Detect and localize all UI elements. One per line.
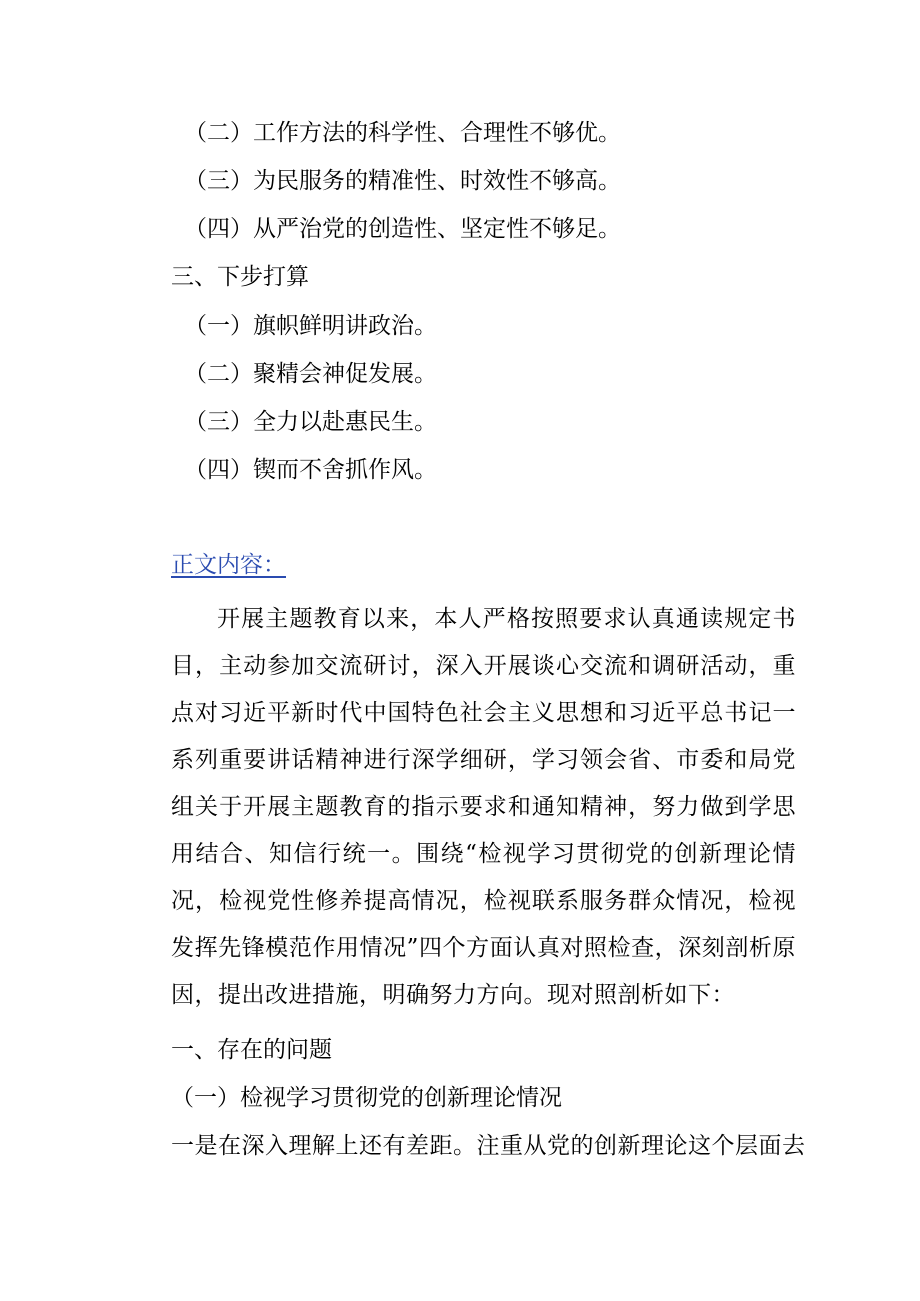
- intro-paragraph: 开展主题教育以来，本人严格按照要求认真通读规定书目，主动参加交流研讨，深入开展谈心交流和调研活动，重点对习近平新时代中国特色社会主义思想和习近平总书记一系列重要讲话精神进行深学细研，学习领会省、市委和局党组关于开展主题教育的指示要求和通知精神，努力做到学思用结合、知信行统一。围绕“检视学习贯彻党的创新理论情况，检视党性修养提高情况，检视联系服务群众情况，检视发挥先锋模范作用情况”四个方面认真对照检查，深刻剖析原因，提出改进措施，明确努力方向。现对照剖析如下：: [171, 606, 796, 1008]
- body-content-link[interactable]: 正文内容：: [171, 552, 286, 578]
- subheading-theory-study: （一）检视学习贯彻党的创新理论情况: [171, 1085, 562, 1111]
- plan-item-2: （二）聚精会神促发展。: [184, 361, 437, 387]
- section-heading-next-steps: 三、下步打算: [171, 264, 309, 290]
- plan-item-1: （一）旗帜鲜明讲政治。: [184, 313, 437, 339]
- paragraph-line-understanding: 一是在深入理解上还有差距。注重从党的创新理论这个层面去: [171, 1133, 806, 1159]
- outline-item-3: （三）为民服务的精准性、时效性不够高。: [184, 168, 621, 194]
- plan-item-4: （四）锲而不舍抓作风。: [184, 457, 437, 483]
- outline-item-4: （四）从严治党的创造性、坚定性不够足。: [184, 216, 621, 242]
- plan-item-3: （三）全力以赴惠民生。: [184, 409, 437, 435]
- outline-item-2: （二）工作方法的科学性、合理性不够优。: [184, 120, 621, 146]
- heading-existing-problems: 一、存在的问题: [171, 1037, 332, 1063]
